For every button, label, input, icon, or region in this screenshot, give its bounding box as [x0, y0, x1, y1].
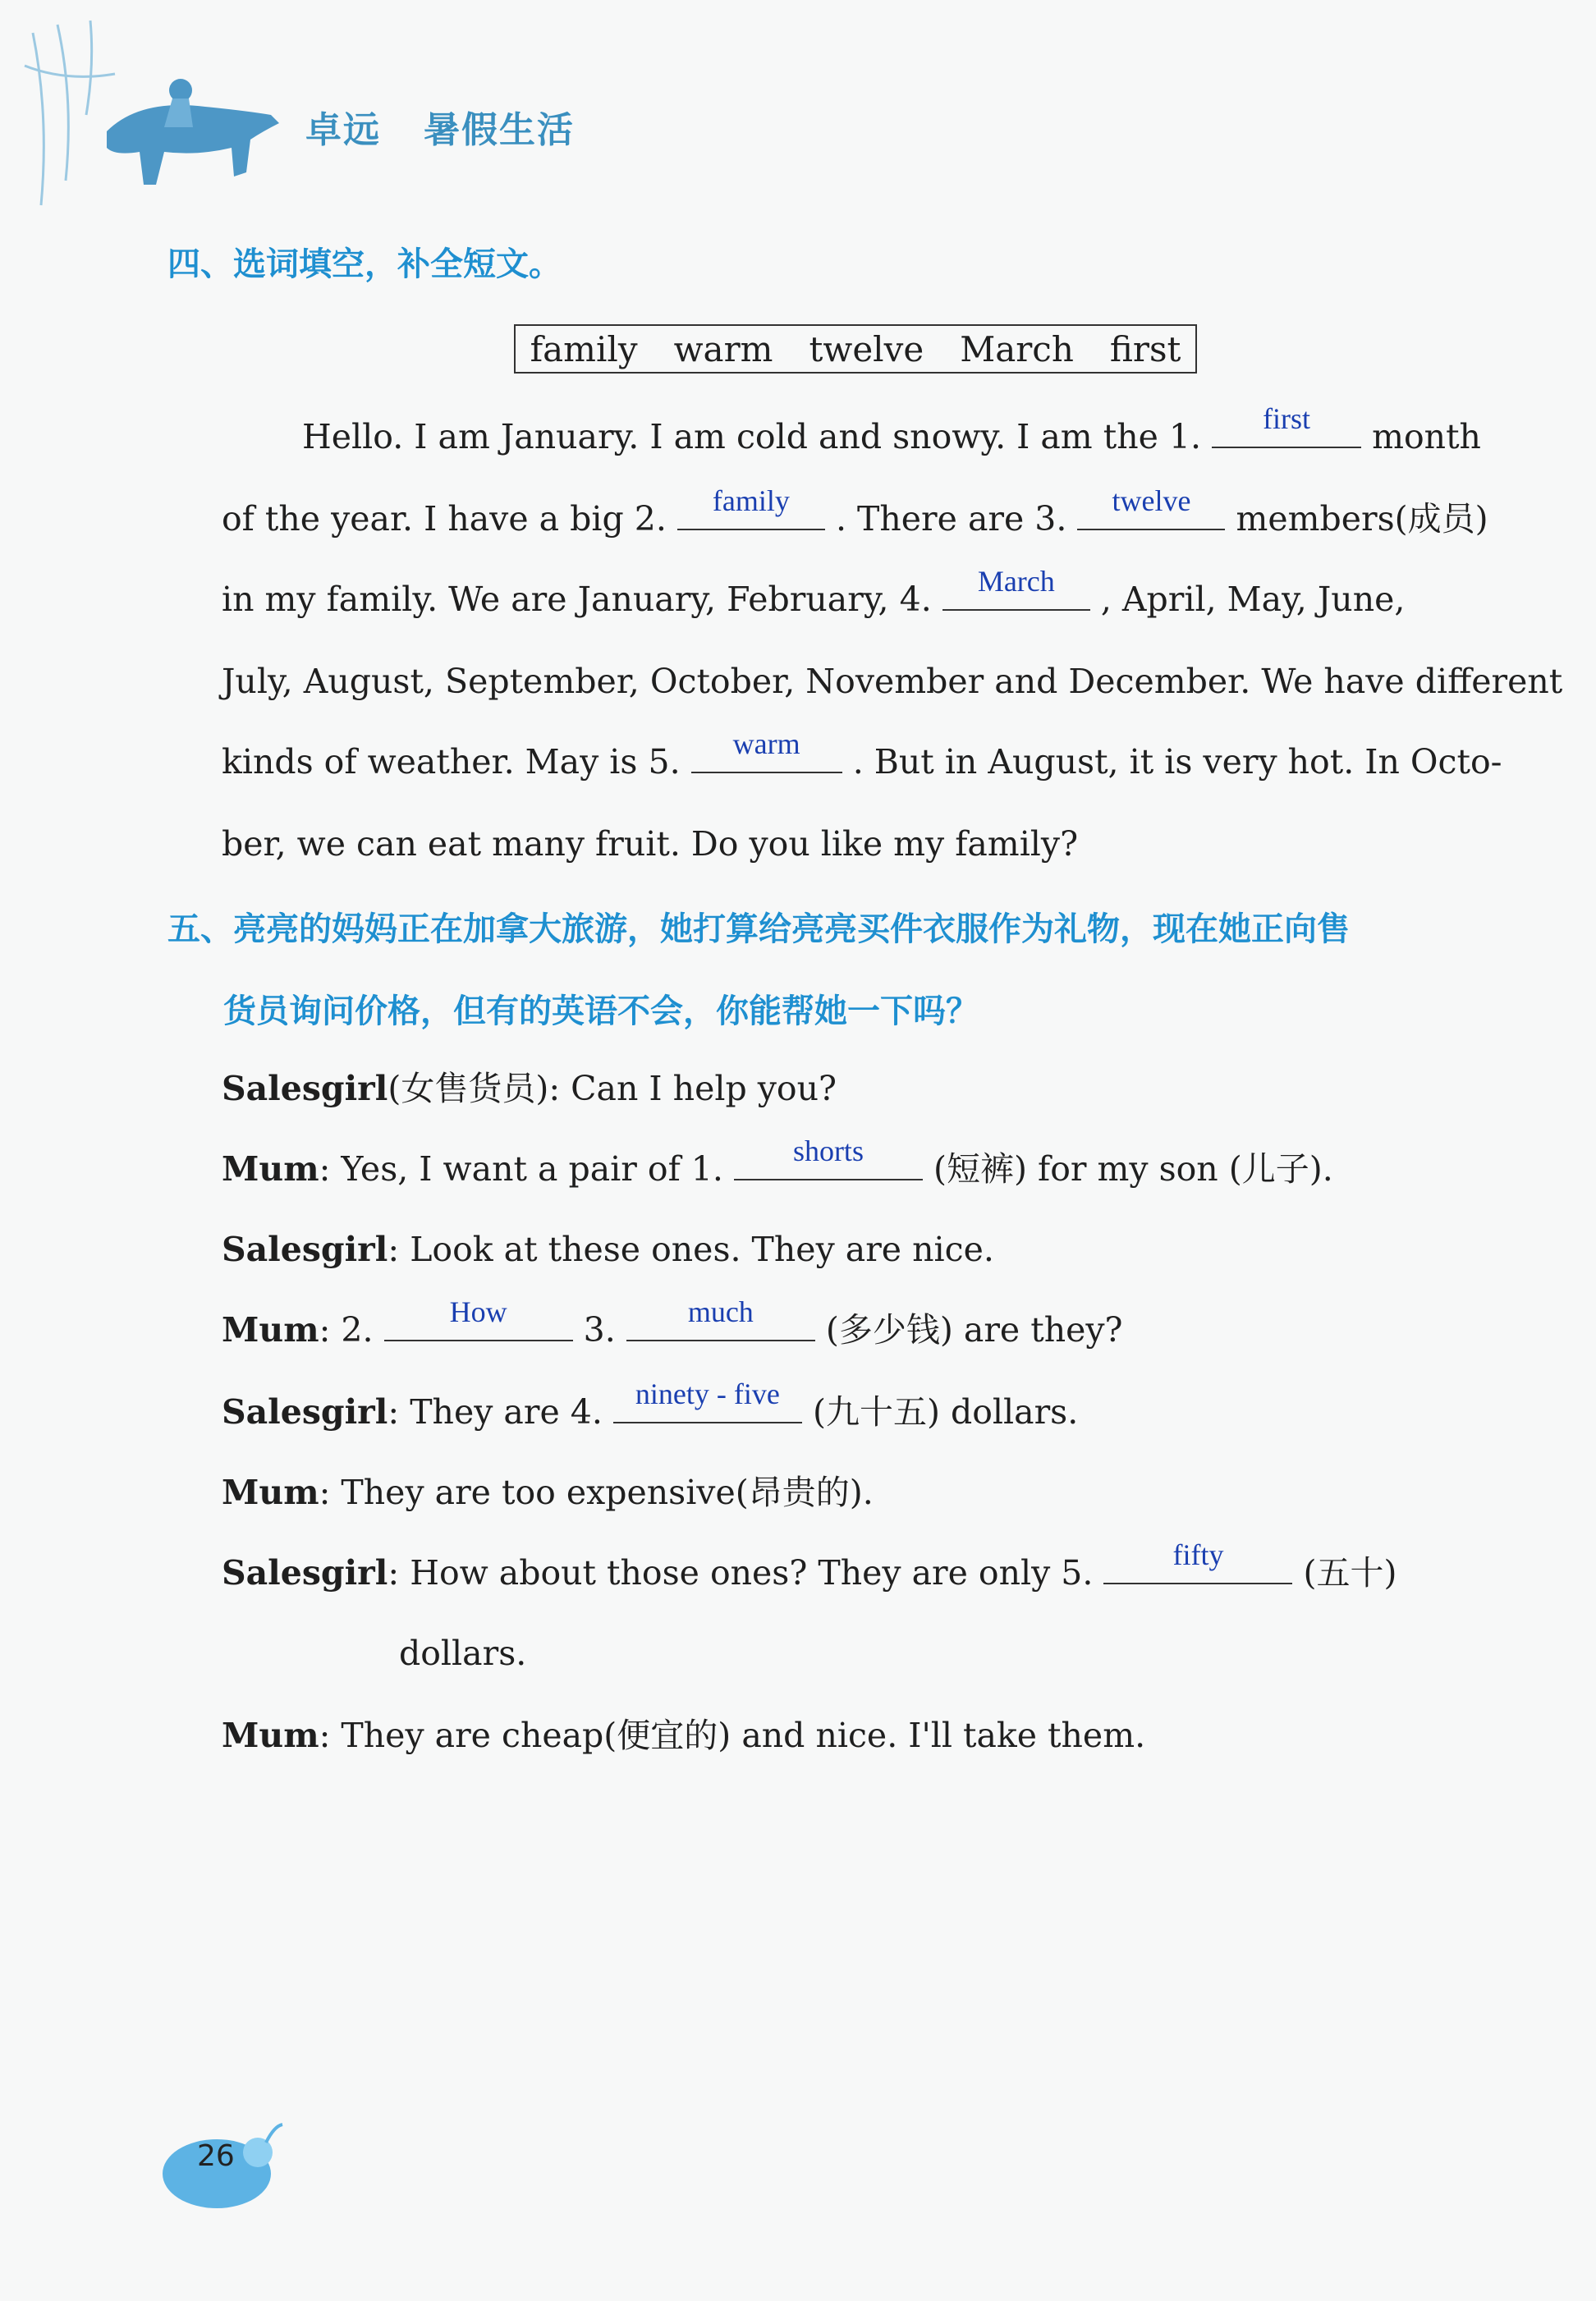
answer-blank[interactable]: twelve: [1077, 494, 1225, 530]
passage-line: ber, we can eat many fruit. Do you like my family?: [222, 824, 1079, 864]
answer-blank[interactable]: shorts: [734, 1144, 923, 1180]
passage-line: in my family. We are January, February, 4. March , April, May, June,: [222, 565, 1406, 619]
word-bank-item: family: [530, 328, 638, 369]
speaker: Salesgirl: [222, 1230, 388, 1269]
dialog-line: Mum: 2. How 3. much (多少钱) are they?: [222, 1295, 1123, 1350]
word-bank-item: first: [1109, 328, 1181, 369]
answer-blank[interactable]: March: [942, 575, 1090, 611]
passage-line: Hello. I am January. I am cold and snowy. I am the 1. first month: [302, 402, 1481, 456]
section-4-title: 四、选词填空，补全短文。: [167, 245, 562, 283]
word-bank-item: March: [960, 328, 1074, 369]
speaker: Mum: [222, 1310, 319, 1350]
page-number: 26: [197, 2139, 235, 2173]
answer-blank[interactable]: much: [626, 1305, 815, 1341]
dialog-line: dollars.: [399, 1634, 527, 1673]
passage-line: kinds of weather. May is 5. warm . But in August, it is very hot. In Octo-: [222, 727, 1502, 782]
dialog-line: Salesgirl: How about those ones? They are only 5. fifty (五十): [222, 1538, 1397, 1593]
answer-blank[interactable]: warm: [691, 737, 842, 773]
speaker: Salesgirl: [222, 1069, 388, 1108]
speaker: Salesgirl: [222, 1553, 388, 1593]
header-buffalo-illustration: [16, 16, 296, 213]
dialog-line: Salesgirl(女售货员): Can I help you?: [222, 1069, 837, 1108]
word-bank: [514, 324, 1197, 374]
speaker: Mum: [222, 1149, 319, 1189]
section-5-title-line1: 五、亮亮的妈妈正在加拿大旅游，她打算给亮亮买件衣服作为礼物，现在她正向售: [167, 910, 1350, 948]
answer-blank[interactable]: How: [384, 1305, 573, 1341]
dialog-line: Mum: They are cheap(便宜的) and nice. I'll take them.: [222, 1716, 1146, 1755]
word-bank-item: twelve: [809, 328, 924, 369]
word-bank-item: warm: [673, 328, 773, 369]
header-title: 卓远 暑假生活: [305, 109, 575, 151]
dialog-line: Mum: Yes, I want a pair of 1. shorts (短裤) for my son (儿子).: [222, 1134, 1333, 1189]
speaker: Mum: [222, 1716, 319, 1755]
dialog-line: Salesgirl: Look at these ones. They are nice.: [222, 1230, 994, 1269]
dialog-line: Mum: They are too expensive(昂贵的).: [222, 1473, 874, 1512]
answer-blank[interactable]: first: [1212, 412, 1361, 448]
speaker: Salesgirl: [222, 1392, 388, 1432]
answer-blank[interactable]: ninety - five: [613, 1387, 802, 1423]
answer-blank[interactable]: fifty: [1103, 1548, 1292, 1584]
passage-line: of the year. I have a big 2. family . There are 3. twelve members(成员): [222, 484, 1488, 539]
section-5-title-line2: 货员询问价格，但有的英语不会，你能帮她一下吗？: [223, 992, 979, 1030]
speaker: Mum: [222, 1473, 319, 1512]
passage-line: July, August, September, October, November and December. We have different: [222, 662, 1563, 701]
dialog-line: Salesgirl: They are 4. ninety - five (九十五) dollars.: [222, 1377, 1079, 1432]
answer-blank[interactable]: family: [677, 494, 825, 530]
